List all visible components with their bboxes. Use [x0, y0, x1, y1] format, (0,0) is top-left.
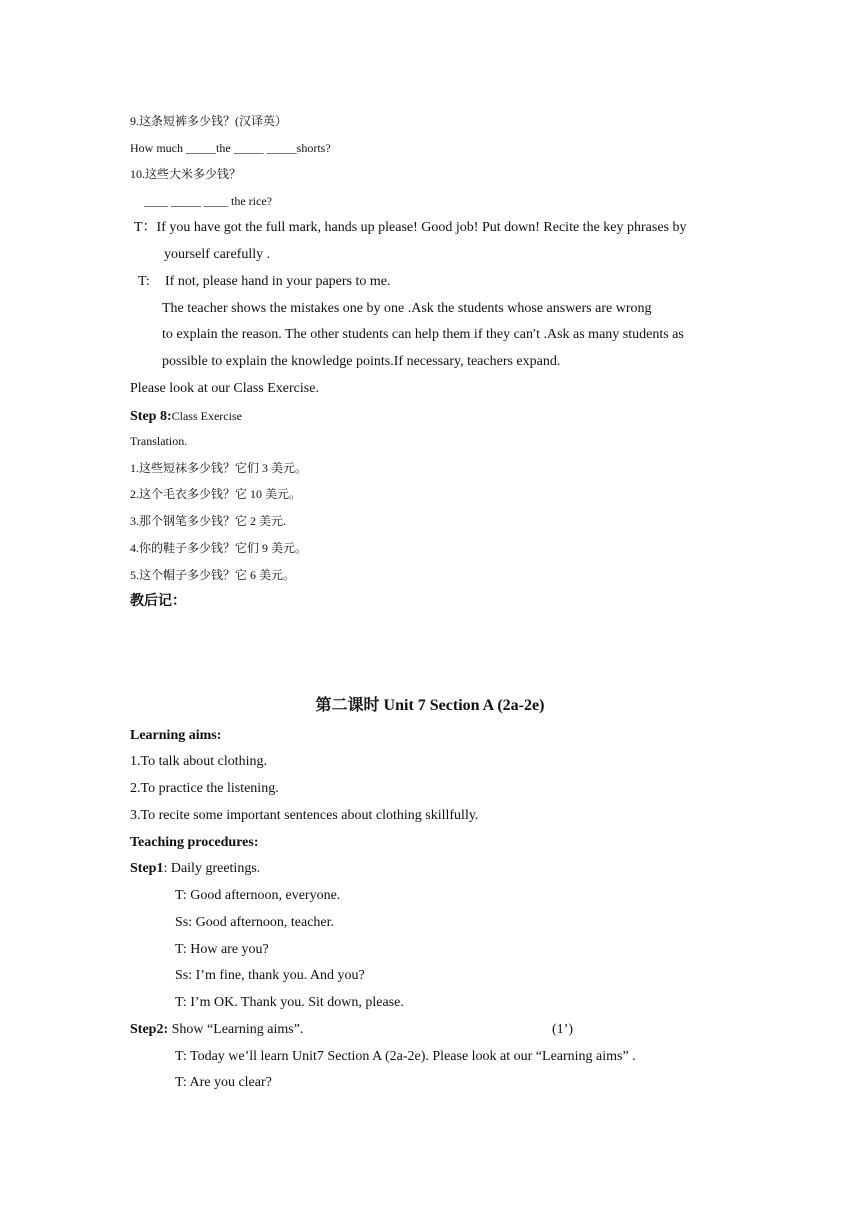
question-10-prompt: 10.这些大米多少钱？ — [130, 167, 242, 181]
translation-item: 1.这些短袜多少钱？它们 3 美元。 — [130, 461, 308, 475]
teacher-note-speaker: T: — [138, 274, 150, 289]
teacher-note-full-mark: T：If you have got the full mark, hands up please! Good job! Put down! Recite the key phrases by — [134, 220, 687, 235]
dialogue-line: T: Are you clear? — [175, 1075, 272, 1090]
step2-text: Show “Learning aims”. — [168, 1022, 304, 1037]
dialogue-line: Ss: I’m fine, thank you. And you? — [175, 968, 365, 983]
step8-label: Step 8: — [130, 409, 172, 424]
step2-heading — [130, 1023, 303, 1037]
step2-label: Step2: — [130, 1022, 169, 1037]
translation-item: 3.那个钢笔多少钱？它 2 美元. — [130, 514, 287, 528]
translation-item: 5.这个帽子多少钱？它 6 美元。 — [130, 568, 296, 582]
dialogue-line: T: Today we’ll learn Unit7 Section A (2a-2e). Please look at our “Learning aims” . — [175, 1049, 636, 1064]
step8-subtitle: Translation. — [130, 434, 188, 448]
step2-time: (1’) — [552, 1022, 573, 1037]
lesson2-title: 第二课时 Unit 7 Section A (2a-2e) — [315, 697, 545, 714]
teacher-note-mistakes: The teacher shows the mistakes one by one .Ask the students whose answers are wrong — [162, 301, 652, 316]
teacher-note-mistakes-cont2: possible to explain the knowledge points.If necessary, teachers expand. — [162, 354, 561, 369]
reflection-label: 教后记： — [130, 594, 186, 609]
dialogue-line: T: I’m OK. Thank you. Sit down, please. — [175, 995, 404, 1010]
learning-aim-item: 1.To talk about clothing. — [130, 754, 268, 769]
teacher-note-hand-in: If not, please hand in your papers to me. — [165, 274, 391, 289]
step1-heading — [130, 862, 260, 876]
step1-label: Step1 — [130, 861, 164, 876]
dialogue-line: Ss: Good afternoon, teacher. — [175, 915, 335, 930]
teacher-note-class-exercise: Please look at our Class Exercise. — [130, 381, 319, 396]
step8-title: Class Exercise — [171, 409, 242, 423]
dialogue-line: T: How are you? — [175, 942, 269, 957]
learning-aims-heading: Learning aims: — [130, 728, 222, 743]
translation-item: 2.这个毛衣多少钱？它 10 美元。 — [130, 487, 302, 501]
question-9-answer: How much _____the _____ _____shorts? — [130, 141, 331, 155]
step8-heading — [130, 408, 242, 424]
teaching-procedures-heading: Teaching procedures: — [130, 835, 259, 850]
question-10-answer: ____ _____ ____ the rice? — [144, 194, 272, 208]
learning-aim-item: 2.To practice the listening. — [130, 781, 279, 796]
teacher-note-full-mark-cont: yourself carefully . — [164, 247, 271, 262]
dialogue-line: T: Good afternoon, everyone. — [175, 888, 341, 903]
translation-item: 4.你的鞋子多少钱？它们 9 美元。 — [130, 541, 308, 555]
learning-aim-item: 3.To recite some important sentences about clothing skillfully. — [130, 808, 479, 823]
question-9-prompt: 9.这条短裤多少钱？(汉译英） — [130, 114, 287, 128]
step1-text: : Daily greetings. — [163, 861, 261, 876]
teacher-note-mistakes-cont: to explain the reason. The other students can help them if they can′t .Ask as many students as — [162, 327, 684, 342]
